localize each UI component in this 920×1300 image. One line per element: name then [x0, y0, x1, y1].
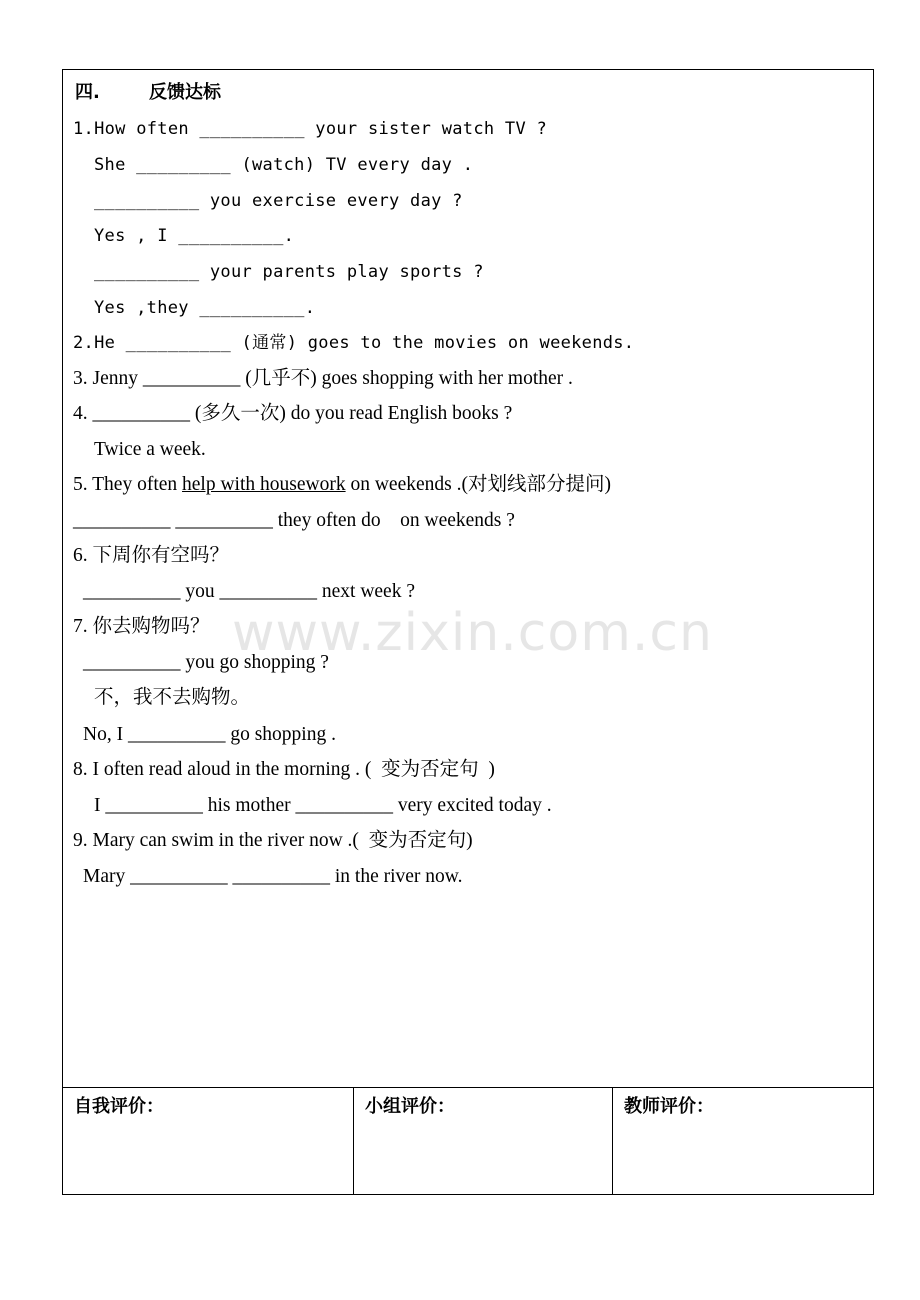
section-title: 反馈达标: [149, 82, 221, 103]
feedback-section: [63, 70, 873, 1087]
section-number: 四.: [75, 82, 100, 103]
q2-line-1: 2.He __________ (通常) goes to the movies on weekends.: [73, 333, 635, 353]
q1-line-5: __________ your parents play sports ?: [94, 262, 484, 282]
q9-line-1: 9. Mary can swim in the river now .( 变为否定句): [73, 830, 473, 851]
q5-line-1: [73, 474, 611, 496]
q8-line-2: I __________ his mother __________ very excited today .: [94, 795, 552, 816]
q1-line-1: 1.How often __________ your sister watch TV ?: [73, 119, 548, 139]
q7-line-1: 7. 你去购物吗？: [73, 616, 210, 637]
q7-line-2: __________ you go shopping ?: [83, 652, 329, 673]
q5-underlined-phrase: help with housework: [182, 474, 346, 495]
evaluation-row: [63, 1087, 873, 1195]
q1-line-3: __________ you exercise every day ?: [94, 191, 463, 211]
q7-line-4: No, I __________ go shopping .: [83, 724, 336, 745]
teacher-evaluation-label: 教师评价：: [624, 1096, 714, 1117]
q1-line-2: She _________ (watch) TV every day .: [94, 155, 474, 175]
teacher-evaluation-cell[interactable]: [612, 1088, 873, 1195]
q1-line-6: Yes ,they __________.: [94, 298, 316, 318]
q5-suffix: on weekends .(对划线部分提问): [345, 474, 611, 495]
q7-line-3: 不，我不去购物。: [94, 687, 251, 708]
q8-line-1: 8. I often read aloud in the morning . ( 变为否定句 ): [73, 759, 495, 780]
q6-line-2: __________ you __________ next week ?: [83, 581, 415, 602]
q6-line-1: 6. 下周你有空吗？: [73, 545, 230, 566]
worksheet-table: [62, 69, 874, 1195]
q1-line-4: Yes , I __________.: [94, 226, 295, 246]
q4-line-2: Twice a week.: [94, 439, 206, 460]
group-evaluation-cell[interactable]: [353, 1088, 612, 1195]
q3-line-1: 3. Jenny __________ (几乎不) goes shopping with her mother .: [73, 368, 573, 389]
q4-line-1: 4. __________ (多久一次) do you read English books ?: [73, 403, 513, 424]
self-evaluation-cell[interactable]: [63, 1088, 353, 1195]
watermark: www.zixin.com.cn: [232, 603, 713, 663]
group-evaluation-label: 小组评价：: [365, 1096, 455, 1117]
q5-line-2: __________ __________ they often do on weekends ?: [73, 510, 515, 531]
q9-line-2: Mary __________ __________ in the river now.: [83, 866, 463, 887]
q5-prefix: 5. They often: [73, 474, 183, 495]
self-evaluation-label: 自我评价：: [74, 1096, 164, 1117]
